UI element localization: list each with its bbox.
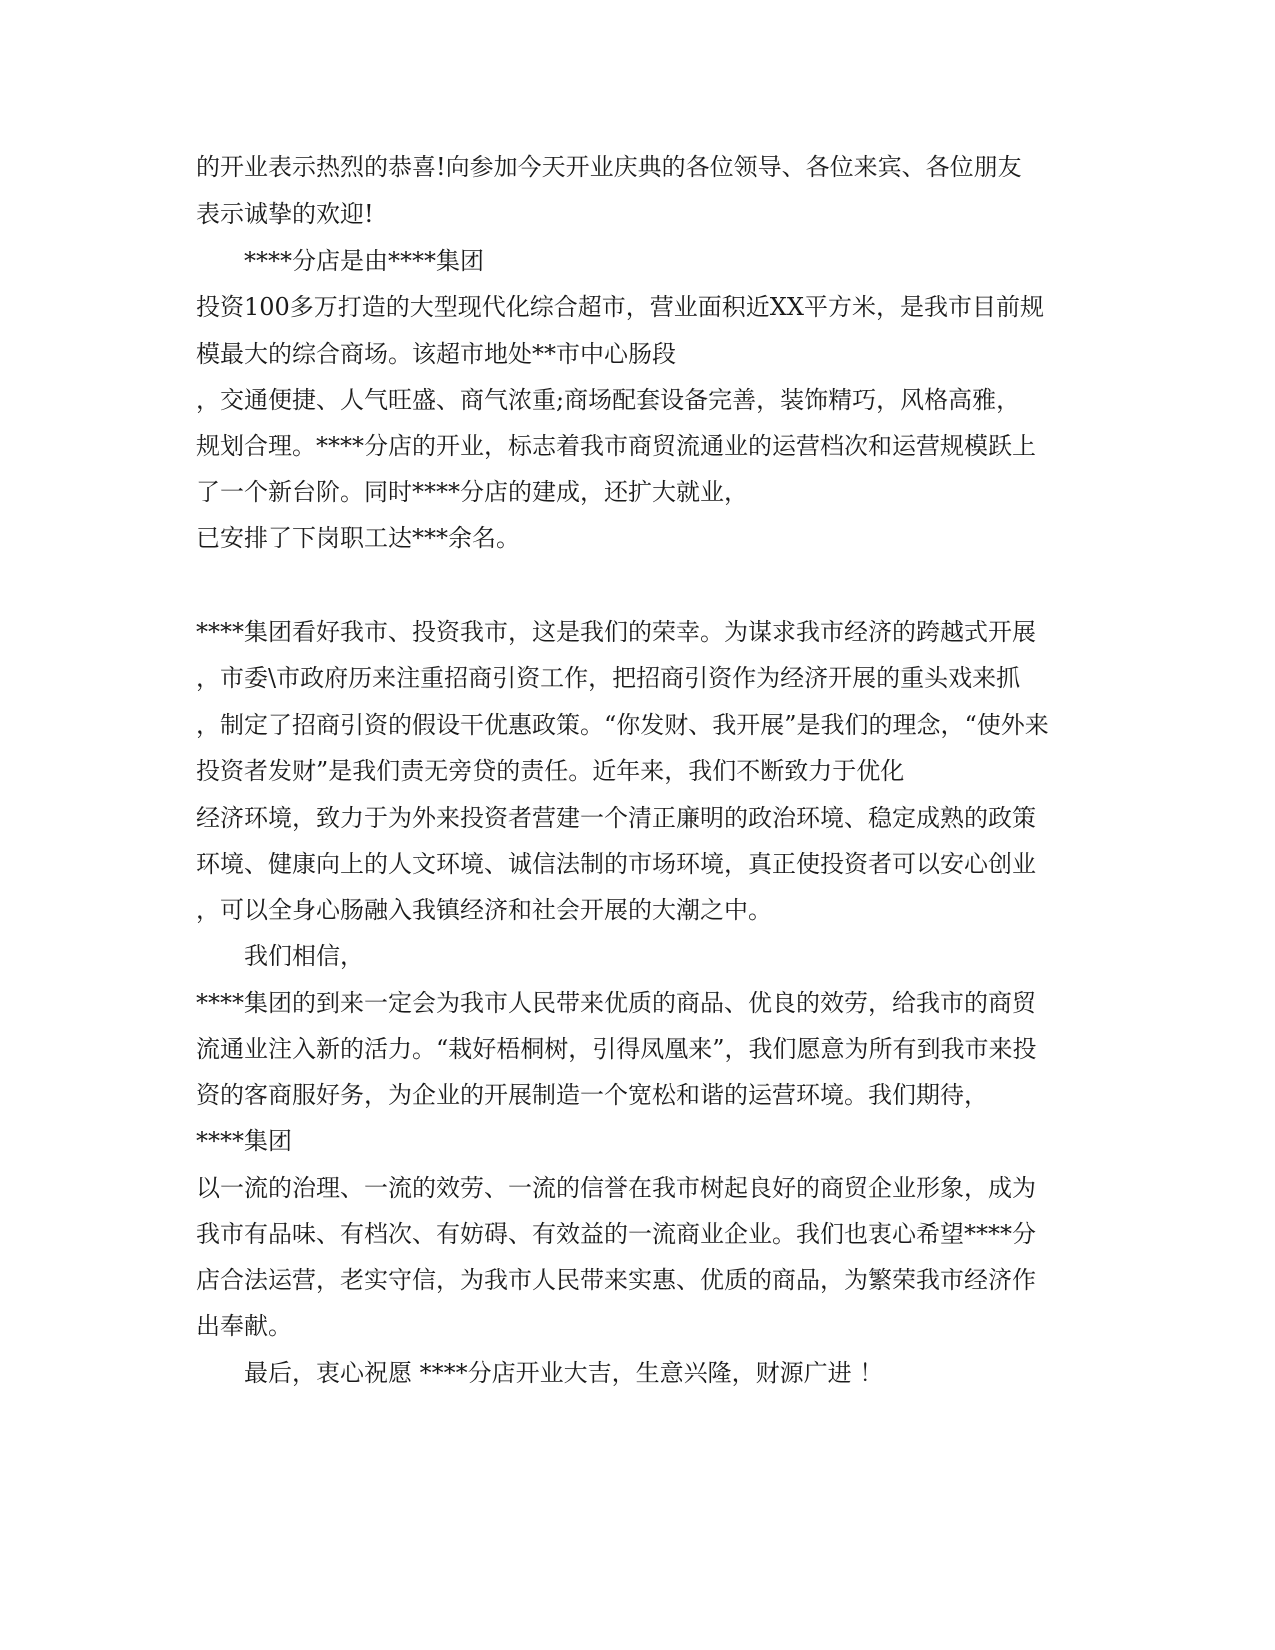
text-line: 出奉献。 <box>196 1312 292 1340</box>
text-line: 投资者发财”是我们责无旁贷的责任。近年来，我们不断致力于优化 <box>196 757 905 785</box>
text-line: 经济环境，致力于为外来投资者营建一个清正廉明的政治环境、稳定成熟的政策 <box>196 804 1036 832</box>
text-line: ****集团看好我市、投资我市，这是我们的荣幸。为谋求我市经济的跨越式开展 <box>196 618 1036 646</box>
text-line: 以一流的治理、一流的效劳、一流的信誉在我市树起良好的商贸企业形象，成为 <box>196 1174 1036 1202</box>
text-line: ****分店是由****集团 <box>244 247 484 275</box>
text-line: 我市有品味、有档次、有妨碍、有效益的一流商业企业。我们也衷心希望****分 <box>196 1220 1036 1248</box>
text-line: 最后，衷心祝愿 ****分店开业大吉，生意兴隆，财源广进 ！ <box>244 1359 884 1387</box>
text-line: 规划合理。****分店的开业，标志着我市商贸流通业的运营档次和运营规模跃上 <box>196 432 1036 460</box>
text-line: 流通业注入新的活力。“栽好梧桐树，引得凤凰来”，我们愿意为所有到我市来投 <box>196 1035 1037 1063</box>
text-line: 已安排了下岗职工达***余名。 <box>196 524 520 552</box>
text-line: 资的客商服好务，为企业的开展制造一个宽松和谐的运营环境。我们期待， <box>196 1081 988 1109</box>
text-line: 投资100多万打造的大型现代化综合超市，营业面积近XX平方米，是我市目前规 <box>196 293 1044 321</box>
text-line: ，交通便捷、人气旺盛、商气浓重;商场配套设备完善，装饰精巧，风格高雅， <box>196 386 1021 414</box>
text-line: 店合法运营，老实守信，为我市人民带来实惠、优质的商品，为繁荣我市经济作 <box>196 1266 1036 1294</box>
text-line: 环境、健康向上的人文环境、诚信法制的市场环境，真正使投资者可以安心创业 <box>196 850 1036 878</box>
text-line: ****集团的到来一定会为我市人民带来优质的商品、优良的效劳，给我市的商贸 <box>196 989 1036 1017</box>
text-line: 了一个新台阶。同时****分店的建成，还扩大就业， <box>196 478 748 506</box>
text-line: ****集团 <box>196 1127 292 1155</box>
text-line: 我们相信， <box>244 942 364 970</box>
text-line: ，制定了招商引资的假设干优惠政策。“你发财、我开展”是我们的理念，“使外来 <box>196 711 1049 739</box>
text-line: ，市委\市政府历来注重招商引资工作，把招商引资作为经济开展的重头戏来抓 <box>196 664 1021 692</box>
text-line: ，可以全身心肠融入我镇经济和社会开展的大潮之中。 <box>196 896 772 924</box>
text-line: 模最大的综合商场。该超市地处**市中心肠段 <box>196 340 676 368</box>
text-line: 的开业表示热烈的恭喜!向参加今天开业庆典的各位领导、各位来宾、各位朋友 <box>196 153 1022 181</box>
text-line: 表示诚挚的欢迎! <box>196 200 374 228</box>
